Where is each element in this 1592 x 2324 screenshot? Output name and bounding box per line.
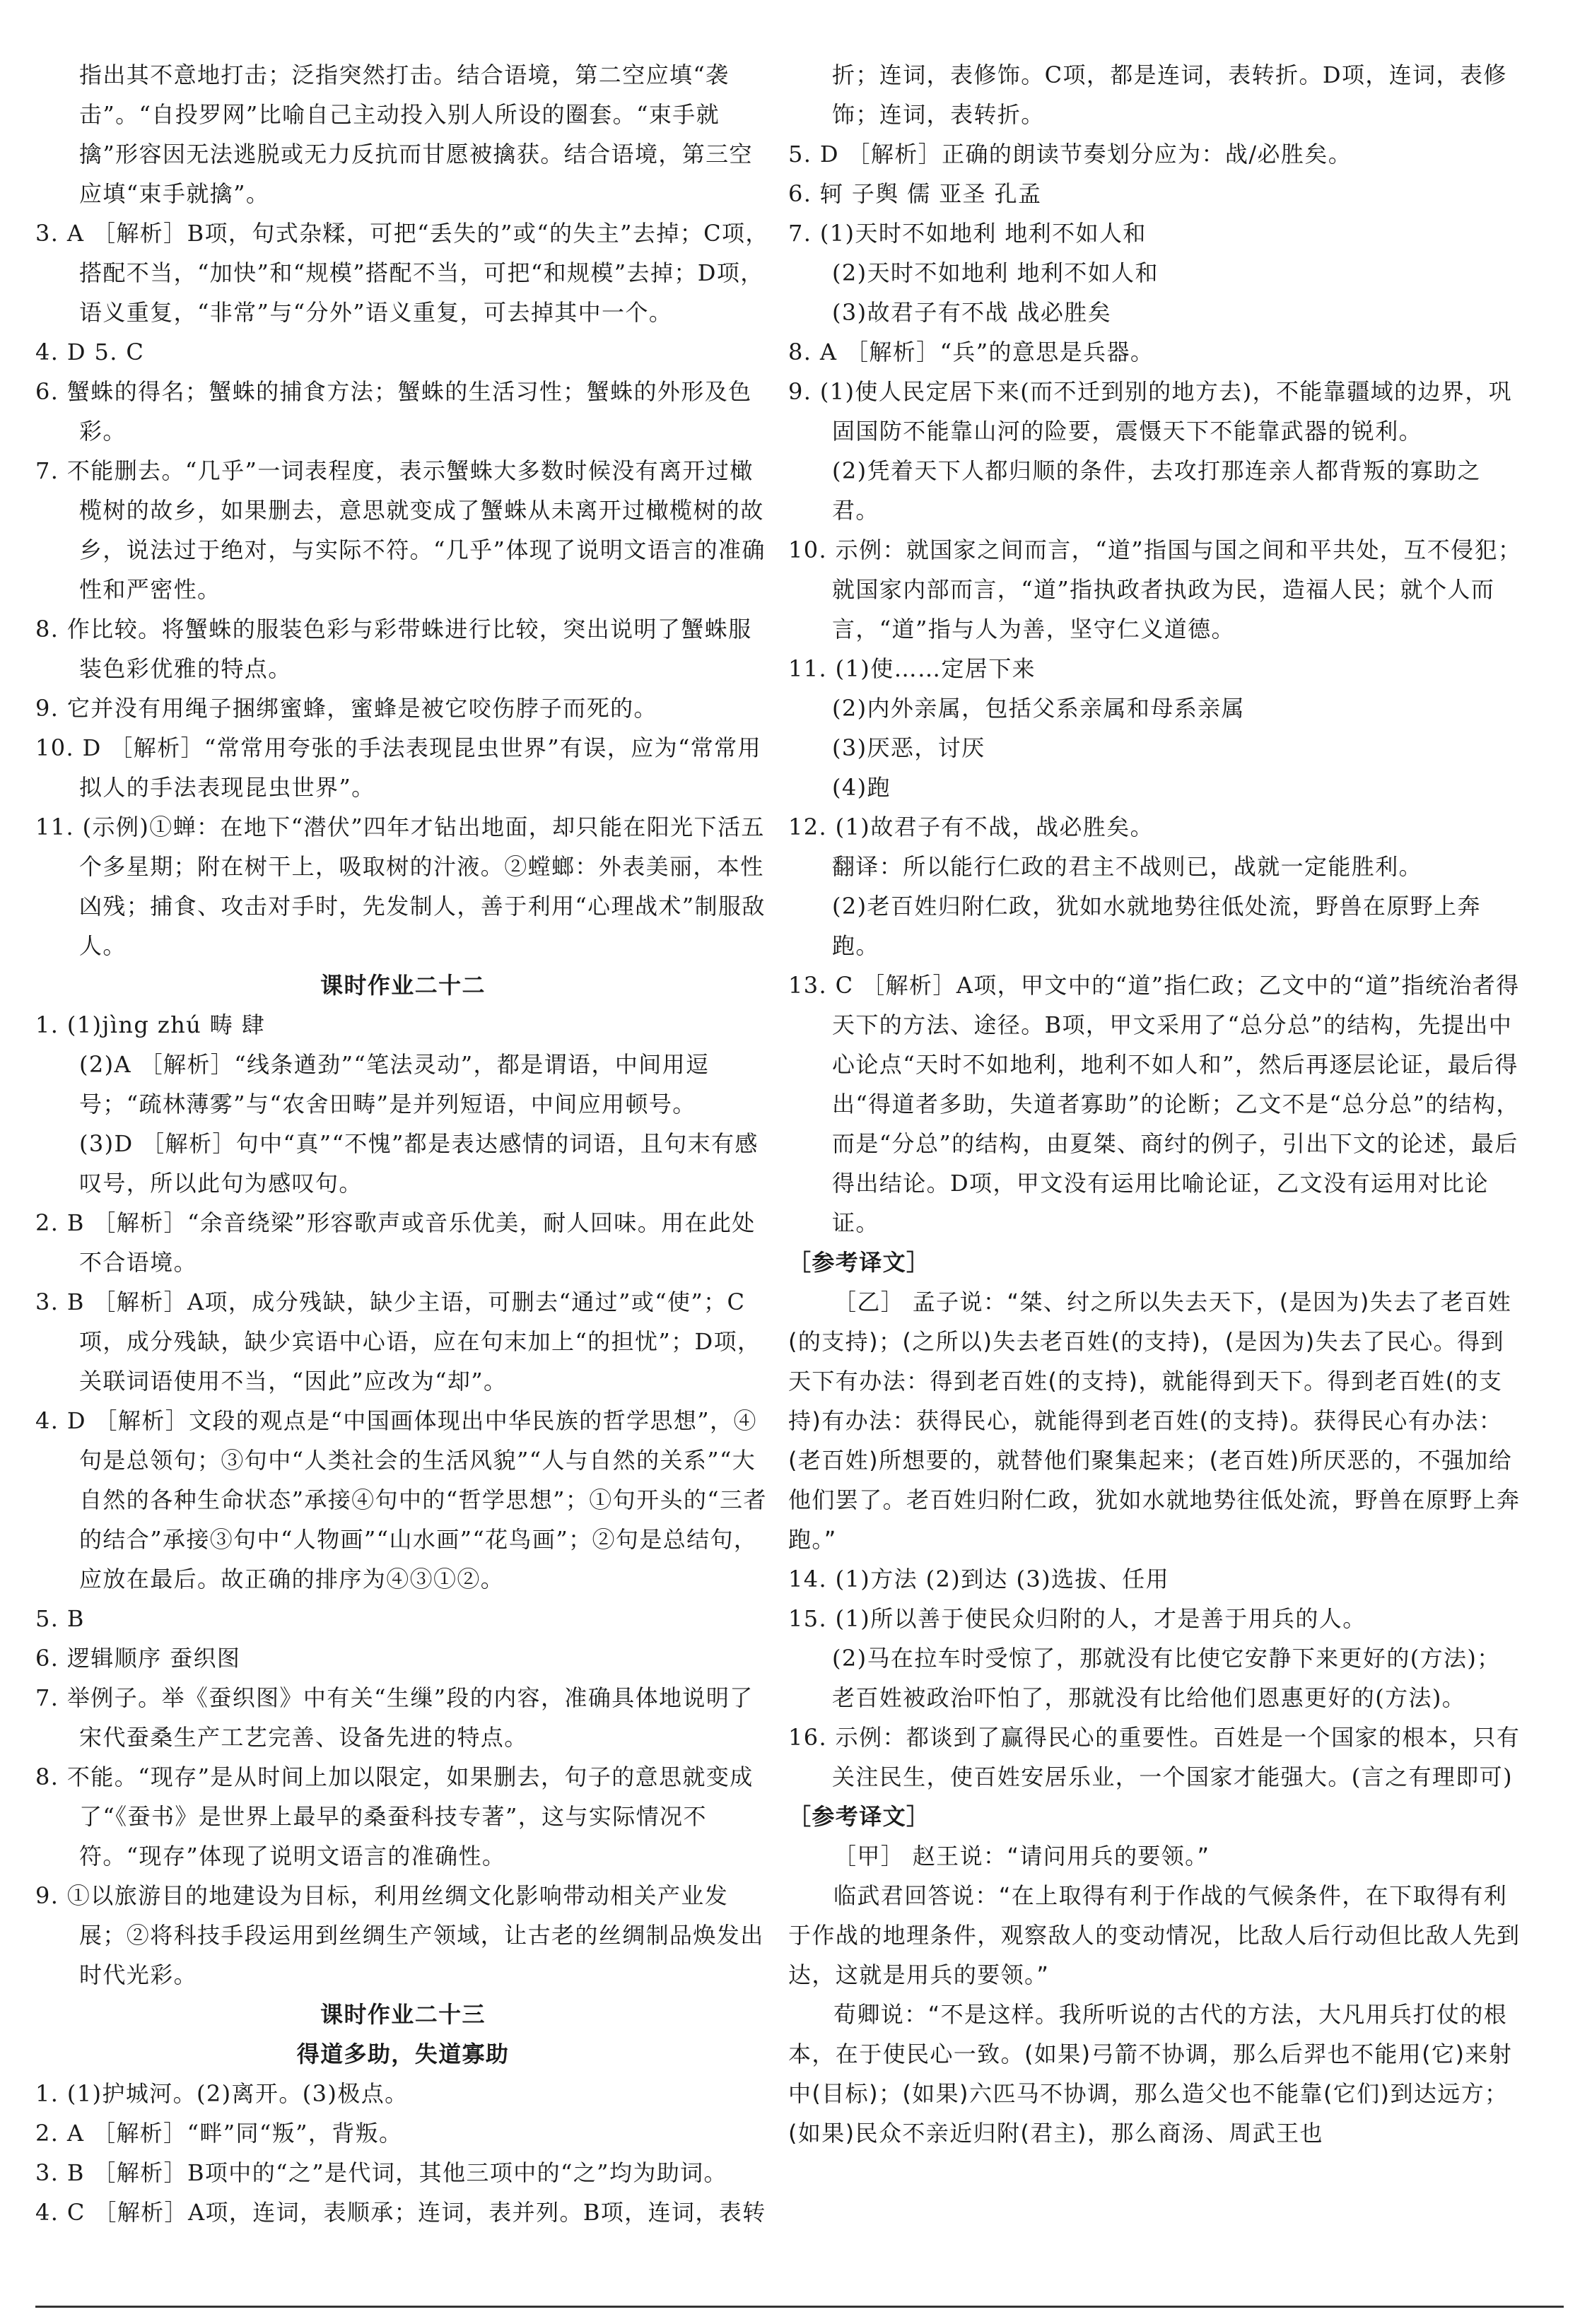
- answer-item: 6. 蟹蛛的得名；蟹蛛的捕食方法；蟹蛛的生活习性；蟹蛛的外形及色彩。: [35, 378, 752, 445]
- answer-subitem: (2)内外亲属，包括父系亲属和母系亲属: [832, 695, 1245, 722]
- answer-item: 4. D ［解析］文段的观点是“中国画体现出中华民族的哲学思想”，④句是总领句；③句中“人类社会的生活风貌”“人与自然的关系”“大自然的各种生命状态”承接④句中的“哲学思想”；①句开头的“三者的结合”承接③句中“人物画”“山水画”“花鸟画”；②句是总结句，应放在最后。故正确的排序为④③①②。: [35, 1407, 767, 1592]
- answer-item: 5. B: [35, 1605, 85, 1632]
- section-subheading: 得道多助，失道寡助: [296, 2041, 510, 2067]
- answer-subitem: (2)凭着天下人都归顺的条件，去攻打那连亲人都背叛的寡助之君。: [832, 457, 1481, 524]
- answer-item: 9. ①以旅游目的地建设为目标，利用丝绸文化影响带动相关产业发展；②将科技手段运用到丝绸生产领域，让古老的丝绸制品焕发出时代光彩。: [35, 1882, 764, 1988]
- answer-item: 9. 它并没有用绳子捆绑蜜蜂，蜜蜂是被它咬伤脖子而死的。: [35, 695, 657, 722]
- answer-item: 8. 作比较。将蟹蛛的服装色彩与彩带蛛进行比较，突出说明了蟹蛛服装色彩优雅的特点。: [35, 616, 752, 682]
- translation-paragraph: ［乙］ 孟子说：“桀、纣之所以失去天下，(是因为)失去了老百姓(的支持)；(之所以)失去老百姓(的支持)，(是因为)失去了民心。得到天下有办法：得到老百姓(的支持)，就能得到天下。得到老百姓(的支持)有办法：获得民心，就能得到老百姓(的支持)。获得民心有办法：(老百姓)所想要的，就替他们聚集起来；(老百姓)所厌恶的，不强加给他们罢了。老百姓归附仁政，犹如水就地势往低处流，野兽在原野上奔跑。”: [788, 1289, 1521, 1553]
- answer-item: 1. (1)jìng zhú 畴 肆: [35, 1011, 266, 1038]
- answer-item: 6. 轲 子舆 儒 亚圣 孔孟: [788, 180, 1042, 207]
- answer-item: 10. D ［解析］“常常用夸张的手法表现昆虫世界”有误，应为“常常用拟人的手法表现昆虫世界”。: [35, 734, 761, 801]
- answer-item: 4. D 5. C: [35, 339, 145, 365]
- answer-subitem: (2)马在拉车时受惊了，那就没有比使它安静下来更好的(方法)；老百姓被政治吓怕了，那就没有比给他们恩惠更好的(方法)。: [832, 1645, 1501, 1711]
- answer-item: 1. (1)护城河。(2)离开。(3)极点。: [35, 2080, 409, 2107]
- right-column: [788, 55, 1523, 2153]
- translation-paragraph: 荀卿说：“不是这样。我所听说的古代的方法，大凡用兵打仗的根本，在于使民心一致。(如果)弓箭不协调，那么后羿也不能用(它)来射中(目标)；(如果)六匹马不协调，那么造父也不能靠(它们)到达远方；(如果)民众不亲近归附(君主)，那么商汤、周武王也: [788, 2001, 1513, 2147]
- answer-item: 10. 示例：就国家之间而言，“道”指国与国之间和平共处，互不侵犯；就国家内部而言，“道”指执政者执政为民，造福人民；就个人而言，“道”指与人为善，坚守仁义道德。: [788, 536, 1522, 642]
- answer-item: 12. (1)故君子有不战，战必胜矣。: [788, 814, 1154, 840]
- answer-item: 6. 逻辑顺序 蚕织图: [35, 1645, 241, 1672]
- answer-item: 3. B ［解析］A项，成分残缺，缺少主语，可删去“通过”或“使”；C项，成分残缺，缺少宾语中心语，应在句末加上“的担忧”；D项，关联词语使用不当，“因此”应改为“却”。: [35, 1289, 761, 1395]
- answer-item: 3. B ［解析］B项中的“之”是代词，其他三项中的“之”均为助词。: [35, 2159, 727, 2186]
- translation-paragraph: 临武君回答说：“在上取得有利于作战的气候条件，在下取得有利于作战的地理条件，观察敌人的变动情况，比敌人后行动但比敌人先到达，这就是用兵的要领。”: [788, 1882, 1521, 1988]
- answer-item: 4. C ［解析］A项，连词，表顺承；连词，表并列。B项，连词，表转: [35, 2199, 766, 2226]
- answer-item: 13. C ［解析］A项，甲文中的“道”指仁政；乙文中的“道”指统治者得天下的方法、途径。B项，甲文采用了“总分总”的结构，先提出中心论点“天时不如地利，地利不如人和”，然后再逐层论证，最后得出“得道者多助，失道者寡助”的论断；乙文不是“总分总”的结构，而是“分总”的结构，由夏桀、商纣的例子，引出下文的论述，最后得出结论。D项，甲文没有运用比喻论证，乙文没有运用对比论证。: [788, 972, 1520, 1236]
- answer-item: 7. 举例子。举《蚕织图》中有关“生缫”段的内容，准确具体地说明了宋代蚕桑生产工艺完善、设备先进的特点。: [35, 1684, 754, 1751]
- answer-subitem: (2)老百姓归附仁政，犹如水就地势往低处流，野兽在原野上奔跑。: [832, 893, 1481, 959]
- reference-translation-title: ［参考译文］: [788, 1249, 930, 1276]
- answer-item: 2. B ［解析］“余音绕梁”形容歌声或音乐优美，耐人回味。用在此处不合语境。: [35, 1209, 756, 1276]
- answer-subitem: 折；连词，表修饰。C项，都是连词，表转折。D项，连词，表修饰；连词，表转折。: [832, 61, 1507, 128]
- answer-item: 7. 不能删去。“几乎”一词表程度，表示蟹蛛大多数时候没有离开过橄榄树的故乡，如果删去，意思就变成了蟹蛛从未离开过橄榄树的故乡，说法过于绝对，与实际不符。“几乎”体现了说明文语言的准确性和严密性。: [35, 457, 766, 603]
- answer-item: 16. 示例：都谈到了赢得民心的重要性。百姓是一个国家的根本，只有关注民生，使百姓安居乐业，一个国家才能强大。(言之有理即可): [788, 1724, 1521, 1790]
- answer-subitem: (3)厌恶，讨厌: [832, 734, 985, 761]
- section-heading: 课时作业二十三: [320, 2001, 486, 2028]
- answer-subitem: (2)A ［解析］“线条遒劲”“笔法灵动”，都是谓语，中间用逗号；“疏林薄雾”与“农舍田畴”是并列短语，中间应用顿号。: [79, 1051, 710, 1117]
- answer-item: 7. (1)天时不如地利 地利不如人和: [788, 220, 1147, 247]
- answer-item: 9. (1)使人民定居下来(而不迁到别的地方去)，不能靠疆域的边界，巩固国防不能靠山河的险要，震慑天下不能靠武器的锐利。: [788, 378, 1513, 445]
- answer-item: 8. 不能。“现存”是从时间上加以限定，如果删去，句子的意思就变成了“《蚕书》是世界上最早的桑蚕科技专著”，这与实际情况不符。“现存”体现了说明文语言的准确性。: [35, 1763, 754, 1870]
- answer-item: 11. (1)使……定居下来: [788, 655, 1036, 682]
- answer-subitem: (3)故君子有不战 战必胜矣: [832, 299, 1112, 326]
- reference-translation-title: ［参考译文］: [788, 1803, 930, 1830]
- answer-item: 15. (1)所以善于使民众归附的人，才是善于用兵的人。: [788, 1605, 1366, 1632]
- section-heading: 课时作业二十二: [320, 972, 486, 999]
- bottom-rule: [35, 2306, 1564, 2308]
- left-column: [35, 55, 771, 2232]
- answer-item: 3. A ［解析］B项，句式杂糅，可把“丢失的”或“的失主”去掉；C项，搭配不当，“加快”和“规模”搭配不当，可把“和规模”去掉；D项，语义重复，“非常”与“分外”语义重复，可去掉其中一个。: [35, 220, 769, 326]
- answer-item: 14. (1)方法 (2)到达 (3)选拔、任用: [788, 1566, 1169, 1592]
- answer-item: 8. A ［解析］“兵”的意思是兵器。: [788, 339, 1154, 365]
- answer-subitem: (3)D ［解析］句中“真”“不愧”都是表达感情的词语，且句末有感叹号，所以此句为感叹句。: [79, 1130, 759, 1197]
- answer-item: 2. A ［解析］“畔”同“叛”，背叛。: [35, 2120, 403, 2147]
- translation-paragraph: ［甲］ 赵王说：“请问用兵的要领。”: [833, 1843, 1210, 1870]
- answer-subitem: 翻译：所以能行仁政的君主不战则已，战就一定能胜利。: [832, 853, 1423, 880]
- answer-subitem: 指出其不意地打击；泛指突然打击。结合语境，第二空应填“袭击”。“自投罗网”比喻自己主动投入别人所设的圈套。“束手就擒”形容因无法逃脱或无力反抗而甘愿被擒获。结合语境，第三空应填“束手就擒”。: [79, 61, 753, 207]
- answer-item: 11. (示例)①蝉：在地下“潜伏”四年才钻出地面，却只能在阳光下活五个多星期；附在树干上，吸取树的汁液。②螳螂：外表美丽，本性凶残；捕食、攻击对手时，先发制人，善于利用“心理战术”制服敌人。: [35, 814, 766, 959]
- answer-subitem: (2)天时不如地利 地利不如人和: [832, 259, 1159, 286]
- answer-item: 5. D ［解析］正确的朗读节奏划分应为：战/必胜矣。: [788, 141, 1352, 168]
- answer-subitem: (4)跑: [832, 774, 891, 801]
